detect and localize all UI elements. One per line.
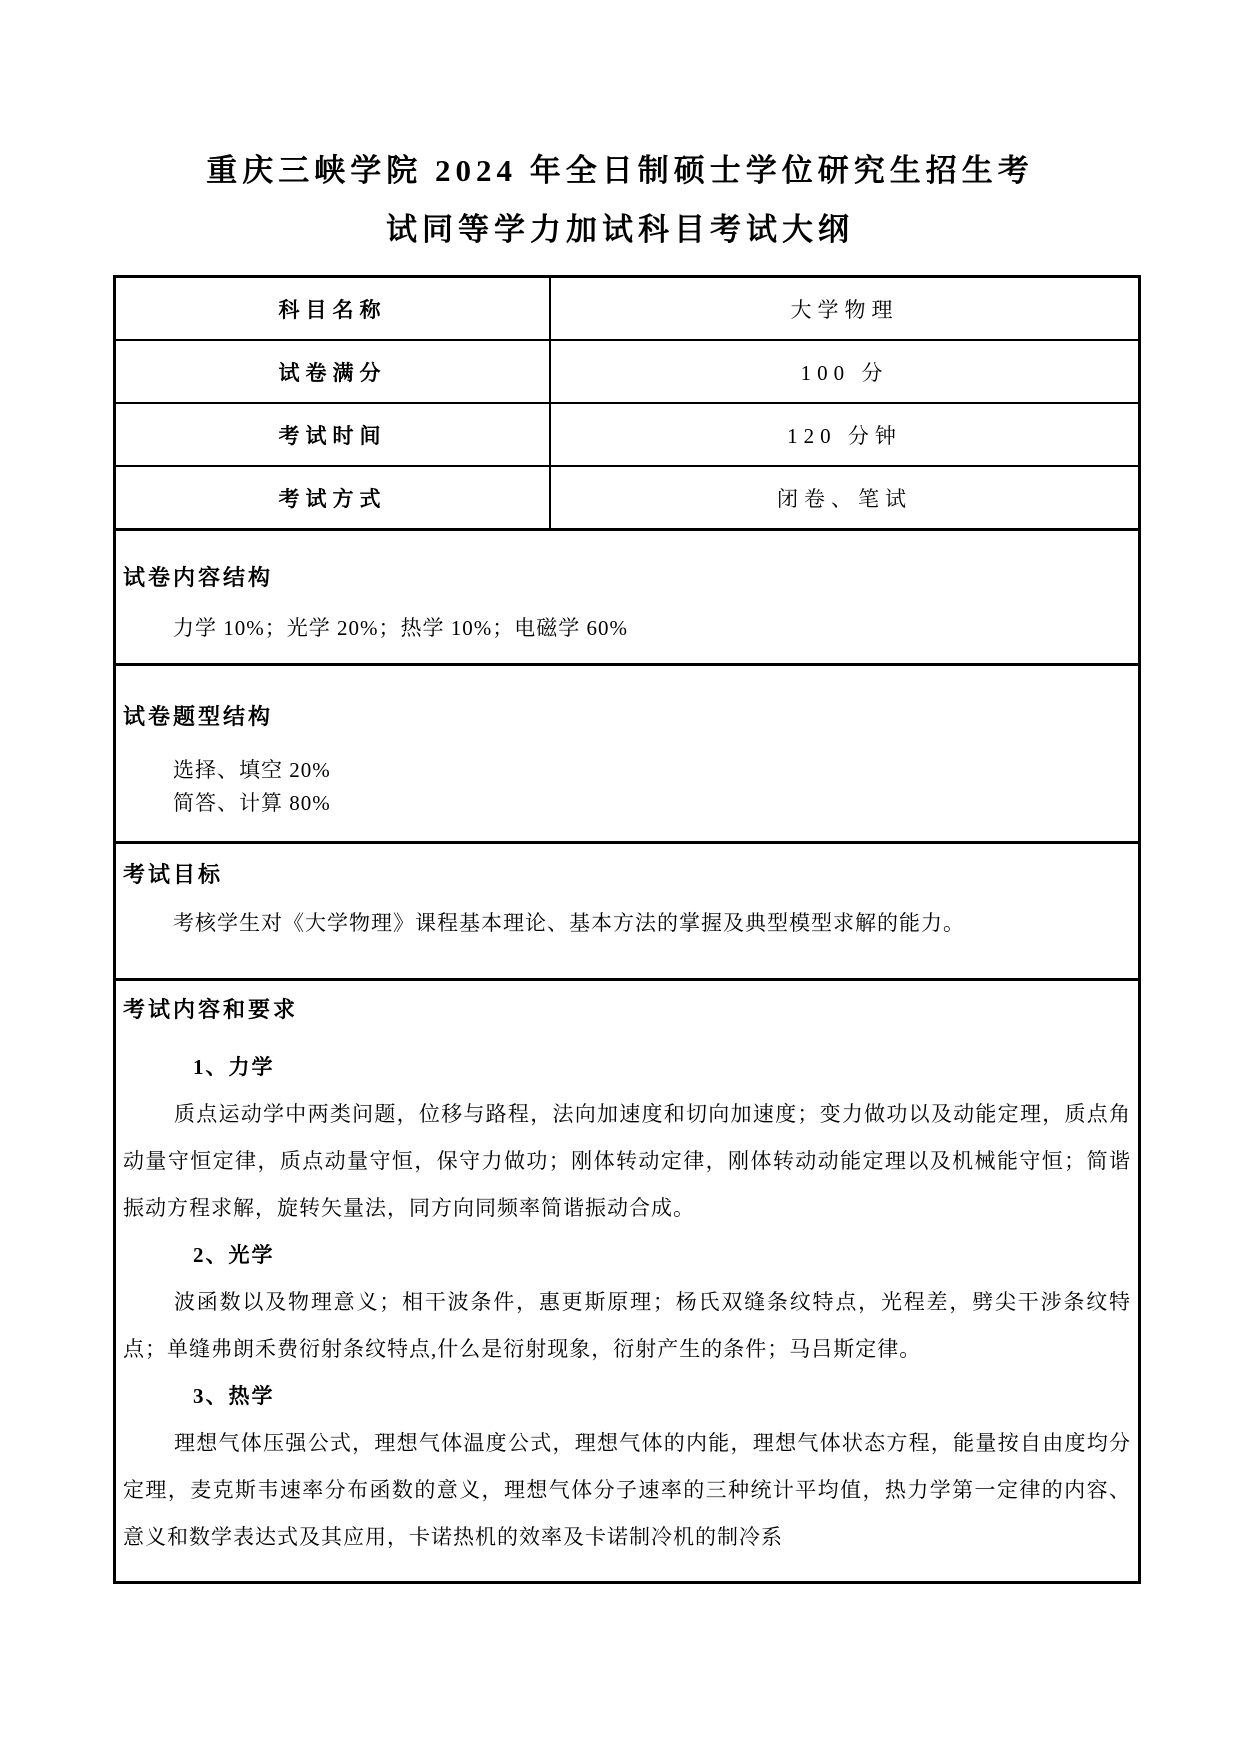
subject-name-label: 科目名称	[116, 278, 551, 339]
table-row-exam-duration	[116, 404, 1138, 467]
exam-info-table	[113, 275, 1141, 1584]
table-row-subject-name	[116, 278, 1138, 341]
title-line-2: 试同等学力加试科目考试大纲	[386, 212, 854, 247]
subject-name-value: 大学物理	[790, 297, 899, 322]
section-paper-question-structure	[116, 666, 1138, 844]
question-structure-line-2: 简答、计算 80%	[173, 791, 331, 815]
paragraph-mechanics: 质点运动学中两类问题，位移与路程，法向加速度和切向加速度；变力做功以及动能定理，质点角动量守恒定律，质点动量守恒，保守力做功；刚体转动定律，刚体转动动能定理以及机械能守恒；简谐振动方程求解，旋转矢量法，同方向同频率简谐振动合成。	[123, 1102, 1131, 1220]
table-row-exam-method	[116, 467, 1138, 531]
subsection-heading-thermal: 3、热学	[193, 1384, 275, 1408]
paragraph-optics: 波函数以及物理意义；相干波条件，惠更斯原理；杨氏双缝条纹特点，光程差，劈尖干涉条纹特点；单缝弗朗禾费衍射条纹特点,什么是衍射现象，衍射产生的条件；马吕斯定律。	[123, 1290, 1131, 1361]
content-structure-heading: 试卷内容结构	[123, 565, 274, 590]
table-row-full-score	[116, 341, 1138, 404]
exam-content-heading: 考试内容和要求	[123, 997, 299, 1022]
question-structure-heading: 试卷题型结构	[123, 704, 274, 729]
section-exam-objective	[116, 844, 1138, 981]
section-exam-content-requirements	[116, 981, 1138, 1581]
question-structure-line-1: 选择、填空 20%	[173, 758, 331, 782]
full-score-value: 100 分	[800, 360, 889, 385]
content-structure-body: 力学 10%；光学 20%；热学 10%；电磁学 60%	[173, 616, 628, 640]
exam-duration-label: 考试时间	[116, 404, 551, 465]
subsection-heading-optics: 2、光学	[193, 1243, 275, 1267]
title-line-1: 重庆三峡学院 2024 年全日制硕士学位研究生招生考	[206, 153, 1034, 188]
document-title	[0, 0, 1240, 259]
exam-method-value: 闭卷、笔试	[777, 486, 912, 511]
exam-objective-body: 考核学生对《大学物理》课程基本理论、基本方法的掌握及典型模型求解的能力。	[173, 911, 965, 935]
full-score-label: 试卷满分	[116, 341, 551, 402]
exam-objective-heading: 考试目标	[123, 862, 224, 887]
exam-duration-value: 120 分钟	[787, 423, 902, 448]
exam-method-label: 考试方式	[116, 467, 551, 528]
subsection-heading-mechanics: 1、力学	[193, 1055, 275, 1079]
paragraph-thermal: 理想气体压强公式，理想气体温度公式，理想气体的内能，理想气体状态方程，能量按自由度均分定理，麦克斯韦速率分布函数的意义，理想气体分子速率的三种统计平均值，热力学第一定律的内容、意义和数学表达式及其应用，卡诺热机的效率及卡诺制冷机的制冷系	[123, 1431, 1131, 1549]
section-paper-content-structure	[116, 531, 1138, 666]
